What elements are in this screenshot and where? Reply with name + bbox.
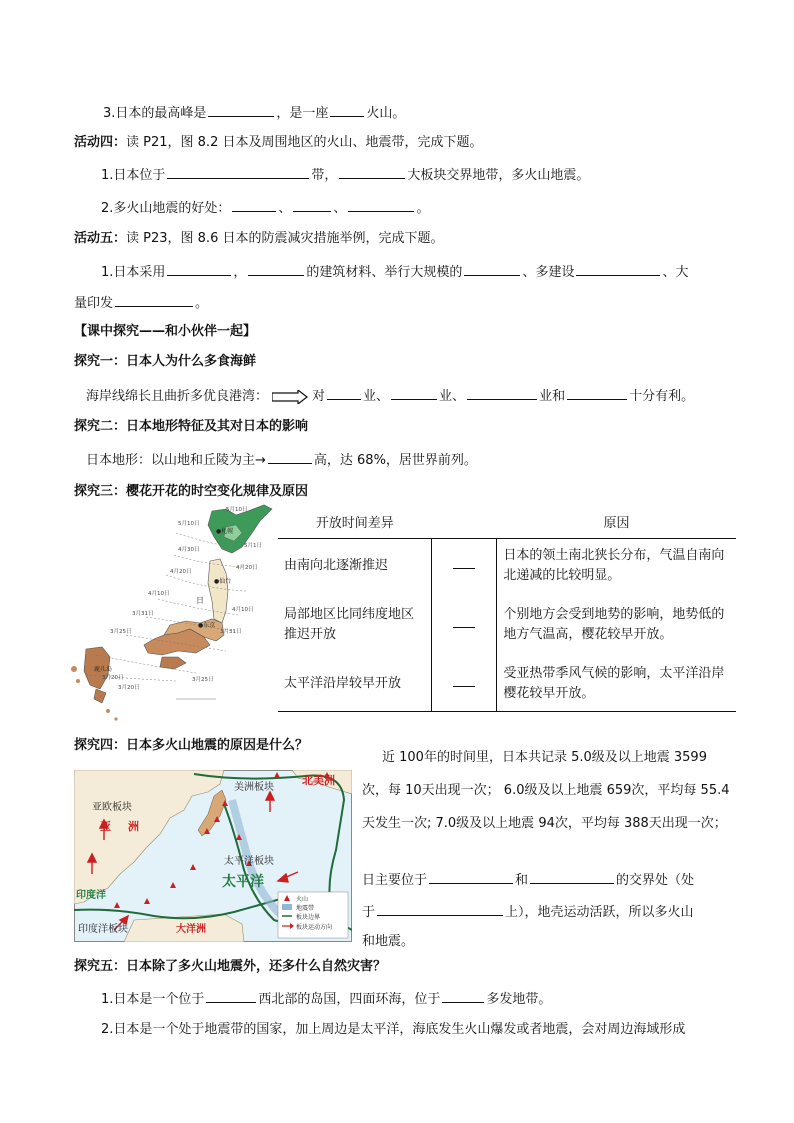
- q3-text-c: 火山。: [366, 106, 406, 121]
- answer-blank[interactable]: [467, 386, 537, 400]
- a4-q1-text-a: 1.日本位于: [101, 168, 166, 183]
- plate-boundary-map: [74, 770, 352, 942]
- answer-blank[interactable]: [208, 103, 274, 117]
- answer-blank[interactable]: [339, 165, 405, 179]
- explore-3-title: 探究三：樱花开花的时空变化规律及原因: [74, 484, 309, 499]
- a5-q1-text-f: 量印发: [74, 296, 114, 311]
- a5-q1-text-g: 。: [195, 296, 209, 311]
- legend-direction: 板块运动方向: [296, 924, 333, 931]
- activity-5-text: 读 P23，图 8.6 日本的防震减灾措施举例，完成下题。: [126, 231, 444, 246]
- answer-blank[interactable]: [453, 617, 475, 628]
- map-label-na: 北美洲: [302, 774, 335, 787]
- map-date-label: 3月25日: [110, 629, 132, 635]
- map-date-label: 4月10日: [148, 591, 170, 597]
- answer-blank[interactable]: [206, 989, 256, 1003]
- sakura-table: [278, 510, 736, 712]
- map-label-oceania: 大洋洲: [176, 924, 206, 935]
- answer-blank[interactable]: [167, 262, 231, 276]
- map-label-indian-plate: 印度洋板块: [78, 924, 128, 935]
- answer-blank[interactable]: [567, 386, 627, 400]
- e5-q1-text-c: 多发地带。: [486, 992, 552, 1007]
- map-label-eurasia-plate: 亚欧板块: [92, 802, 132, 813]
- answer-blank[interactable]: [268, 450, 312, 464]
- table-row: [278, 593, 736, 657]
- activity-4-q1: [101, 165, 589, 185]
- answer-blank[interactable]: [167, 165, 309, 179]
- cell-diff: 由南向北逐渐推迟: [284, 558, 389, 573]
- e4-reason-a: 日主要位于: [362, 873, 428, 888]
- explore-4-reason-line3: 和地震。: [362, 934, 415, 949]
- answer-blank[interactable]: [453, 558, 475, 569]
- activity-5-q1: [101, 262, 688, 282]
- e4-reason-d: 于: [362, 905, 376, 920]
- e1-text-a: 海岸线绵长且曲折多优良港湾：: [86, 389, 269, 404]
- e5-q1-text-b: 西北部的岛国，四面环海，位于: [258, 992, 441, 1007]
- answer-blank[interactable]: [464, 262, 520, 276]
- map-city-kagoshima: 鹿儿岛: [94, 666, 113, 673]
- cell-reason: 受亚热带季风气候的影响，太平洋沿岸樱花较早开放。: [497, 657, 736, 712]
- map-label-pacific-plate: 太平洋板块: [224, 856, 274, 867]
- answer-blank[interactable]: [453, 676, 475, 687]
- explore-2-title: 探究二：日本地形特征及其对日本的影响: [74, 419, 309, 434]
- question-3: [103, 103, 405, 123]
- activity-5-label: 活动五：: [74, 231, 127, 246]
- a5-q1-text-e: 、大: [662, 265, 689, 280]
- q3-text-a: 3.日本的最高峰是: [103, 106, 207, 121]
- a4-q2-text-a: 2.多火山地震的好处：: [101, 201, 231, 216]
- activity-4-heading: [74, 134, 482, 152]
- explore-4-reason-line2: [362, 902, 694, 922]
- table-row: [278, 657, 736, 712]
- map-date-label: 4月20日: [170, 569, 192, 575]
- cell-reason: 个别地方会受到地势的影响，地势低的地方气温高，樱花较早开放。: [503, 607, 725, 642]
- answer-blank[interactable]: [391, 386, 437, 400]
- activity-5-heading: [74, 230, 443, 248]
- answer-blank[interactable]: [576, 262, 660, 276]
- answer-blank[interactable]: [348, 198, 414, 212]
- table-header-diff: 开放时间差异: [278, 510, 432, 539]
- cell-diff: 太平洋沿岸较早开放: [278, 657, 432, 712]
- map-date-label: 3月25日: [192, 677, 214, 683]
- map-date-label: 4月10日: [232, 607, 254, 613]
- explore-1-title: 探究一：日本人为什么多食海鲜: [74, 354, 257, 369]
- explore-4-reason-line1: [362, 870, 694, 890]
- a5-q1-text-c: 的建筑材料、举行大规模的: [306, 265, 463, 280]
- e4-reason-b: 和: [515, 873, 529, 888]
- map-label-asia2: 洲: [128, 820, 139, 833]
- e1-text-f: 十分有利。: [629, 389, 695, 404]
- explore-5-q2: 2.日本是一个处于地震带的国家，加上周边是太平洋，海底发生火山爆发或者地震，会对周边海域形成: [101, 1022, 686, 1037]
- answer-blank[interactable]: [429, 870, 513, 884]
- table-header-reason: 原因: [497, 510, 736, 539]
- a4-q1-text-c: 大板块交界地带，多火山地震。: [407, 168, 590, 183]
- e5-q1-text-a: 1.日本是一个位于: [101, 992, 205, 1007]
- a5-q1-text-d: 、多建设: [522, 265, 575, 280]
- activity-4-q2: [101, 198, 429, 218]
- cell-diff: 局部地区比同纬度地区推迟开放: [284, 607, 415, 642]
- answer-blank[interactable]: [293, 198, 331, 212]
- map-japan-label: 日: [196, 596, 204, 605]
- answer-blank[interactable]: [327, 386, 361, 400]
- map-label-pacific-ocean: 太平洋: [222, 874, 264, 890]
- legend-boundary: 板块边界: [296, 914, 321, 921]
- map-date-label: 4月30日: [178, 547, 200, 553]
- answer-blank[interactable]: [530, 870, 614, 884]
- sakura-bloom-map: [66, 503, 276, 731]
- map-date-label: 5月10日: [178, 521, 200, 527]
- map-date-label: 5月10日: [226, 507, 248, 513]
- map-date-label: 3月31日: [220, 629, 242, 635]
- q3-text-b: ，是一座: [276, 106, 329, 121]
- e1-text-e: 业和: [539, 389, 566, 404]
- map-label-indian: 印度洋: [76, 890, 106, 901]
- section-title: 【课中探究——和小伙伴一起】: [74, 324, 257, 339]
- answer-blank[interactable]: [330, 103, 364, 117]
- answer-blank[interactable]: [377, 902, 503, 916]
- explore-4-title: 探究四：日本多火山地震的原因是什么？: [74, 738, 309, 753]
- a5-q1-text-a: 1.日本采用: [101, 265, 166, 280]
- legend-volcano: 火山: [296, 896, 309, 903]
- e4-reason-e: 上），地壳运动活跃，所以多火山: [505, 905, 694, 920]
- explore-4-paragraph: 近 100年的时间里，日本共记录 5.0级及以上地震 3599次，每 10天出现一次； 6.0级及以上地震 659次，平均每 55.4天发生一次; 7.0级及以上地震 94次，平均每 388天出现一次；: [362, 750, 730, 831]
- a4-q1-text-b: 带，: [311, 168, 338, 183]
- map-date-label: 4月20日: [236, 565, 258, 571]
- answer-blank[interactable]: [115, 293, 193, 307]
- explore-2-line: [86, 450, 477, 470]
- explore-1-line: [86, 386, 694, 406]
- table-row: [278, 539, 736, 594]
- a4-q2-end: 。: [416, 201, 430, 216]
- e2-text-a: 日本地形：以山地和丘陵为主→: [86, 453, 266, 468]
- legend-seismic: 地震带: [296, 905, 315, 912]
- double-arrow-icon: [272, 390, 308, 404]
- e2-text-b: 高，达 68%，居世界前列。: [313, 453, 477, 468]
- e1-text-c: 业、: [363, 389, 390, 404]
- e1-text-b: 对: [312, 389, 326, 404]
- map-label-asia: 亚: [100, 820, 111, 833]
- answer-blank[interactable]: [232, 198, 276, 212]
- map-date-label: 3月20日: [102, 675, 124, 681]
- map-label-america-plate: 美洲板块: [234, 782, 274, 793]
- map-city-sapporo: ●札幌: [216, 528, 234, 535]
- activity-4-text: 读 P21，图 8.2 日本及周围地区的火山、地震带，完成下题。: [126, 135, 483, 150]
- map-city-sendai: ●仙台: [214, 578, 232, 585]
- a4-q2-sep: 、: [333, 201, 347, 216]
- activity-5-q1-cont: [74, 293, 208, 313]
- map-date-label: 5月1日: [244, 543, 262, 549]
- a4-q2-sep: 、: [278, 201, 292, 216]
- explore-5-q1: [101, 989, 551, 1009]
- e4-reason-c: 的交界处（处: [616, 873, 695, 888]
- answer-blank[interactable]: [248, 262, 304, 276]
- explore-5-title: 探究五：日本除了多火山地震外，还多什么自然灾害？: [74, 959, 387, 974]
- map-date-label: 3月20日: [118, 685, 140, 691]
- map-legend: [278, 892, 348, 938]
- a5-q1-text-b: ，: [233, 265, 247, 280]
- map-date-label: 3月31日: [132, 611, 154, 617]
- activity-4-label: 活动四：: [74, 135, 127, 150]
- cell-reason: 日本的领土南北狭长分布，气温自南向北递减的比较明显。: [503, 548, 725, 583]
- answer-blank[interactable]: [442, 989, 484, 1003]
- e1-text-d: 业、: [439, 389, 466, 404]
- map-city-tokyo: ●东京: [198, 622, 216, 629]
